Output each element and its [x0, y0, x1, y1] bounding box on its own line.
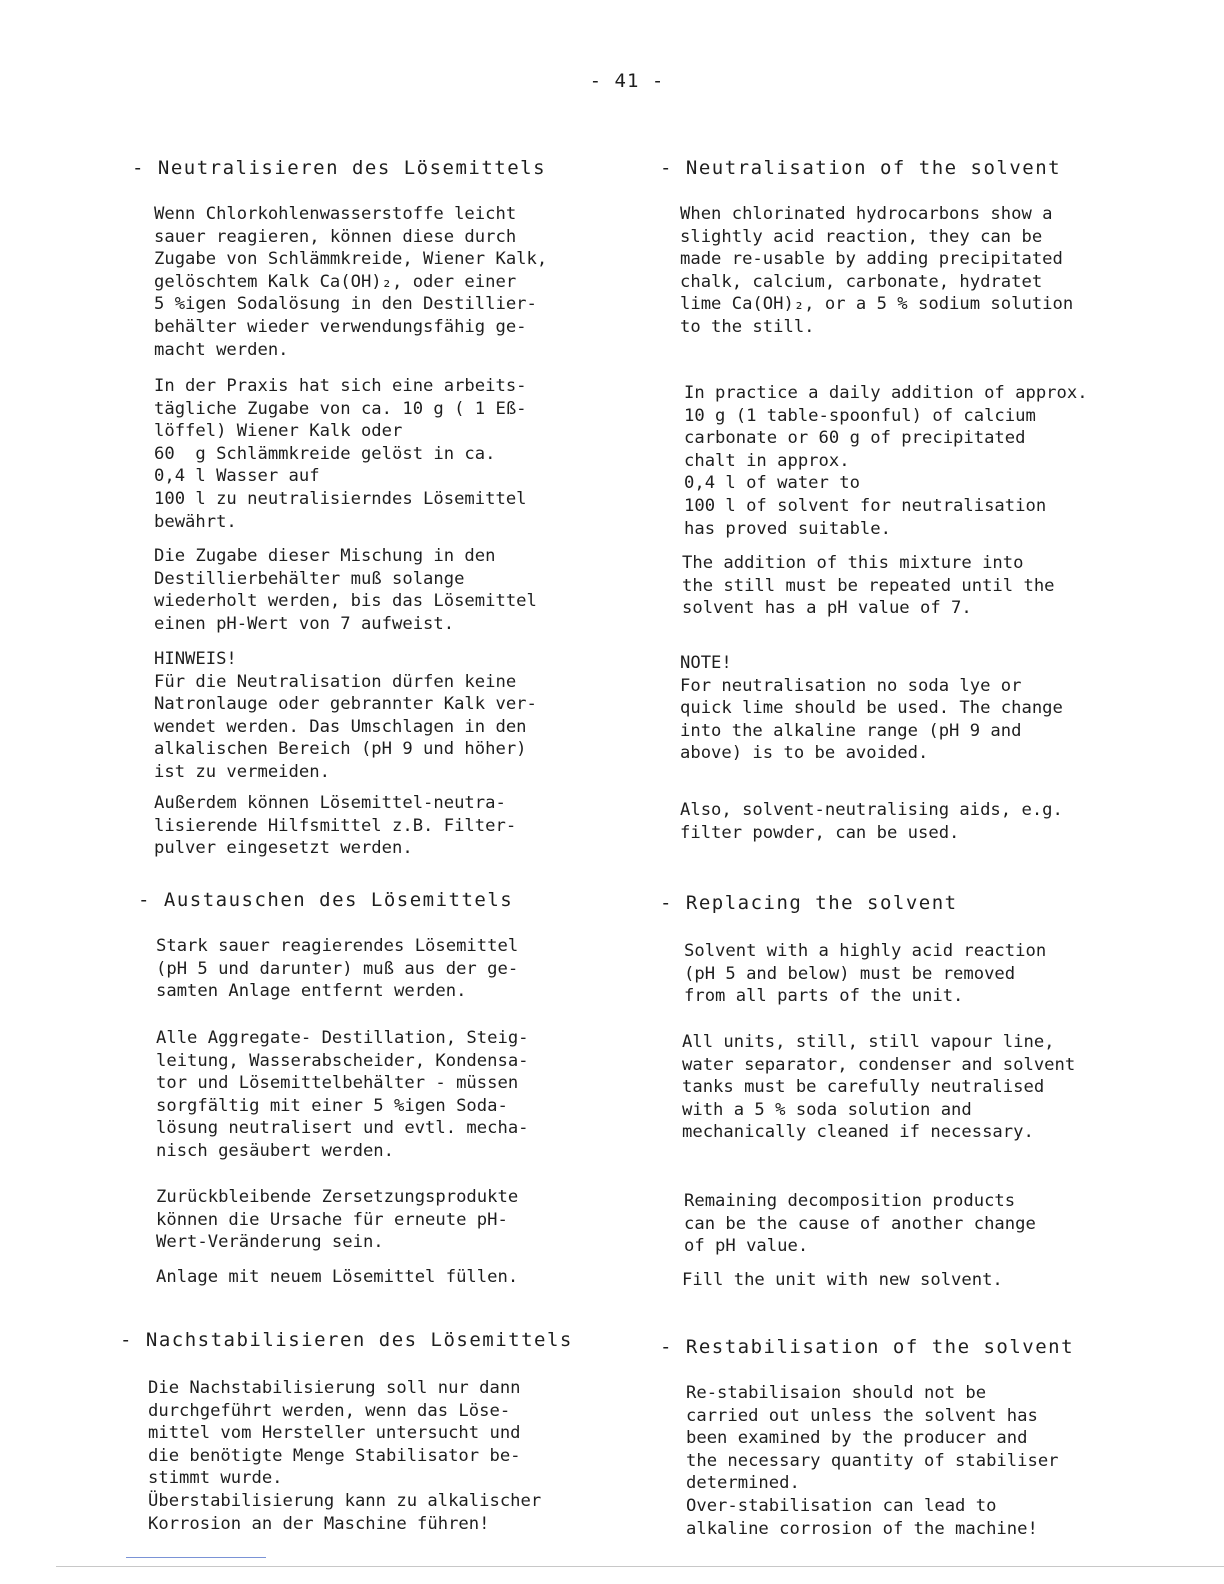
paragraph-en-9: Fill the unit with new solvent.	[682, 1270, 1003, 1290]
section-heading-austauschen: - Austauschen des Lösemittels	[138, 889, 514, 911]
page-number: - 41 -	[589, 70, 665, 92]
paragraph-de-1: Wenn Chlorkohlenwasserstoffe leicht sauer reagieren, können diese durch Zugabe von Schlämmkreide, Wiener Kalk, gelöschtem Kalk Ca(OH)₂, oder einer 5 %igen Sodalösung in den Destillier- behälter wieder verwendungsfähig ge- macht werden.	[154, 204, 548, 360]
page-bottom-divider	[56, 1566, 1224, 1567]
paragraph-en-8: Remaining decomposition products can be the cause of another change of pH value.	[684, 1191, 1036, 1257]
paragraph-de-2: In der Praxis hat sich eine arbeits- tägliche Zugabe von ca. 10 g ( 1 Eß- löffel) Wiener Kalk oder 60 g Schlämmkreide gelöst in ca. 0,4 l Wasser auf 100 l zu neutralisierndes Lösemittel bewährt.	[154, 376, 527, 532]
paragraph-en-note: NOTE! For neutralisation no soda lye or quick lime should be used. The change into the alkaline range (pH 9 and above) is to be avoided.	[680, 653, 1063, 764]
section-heading-neutralisieren: - Neutralisieren des Lösemittels	[132, 157, 547, 179]
paragraph-de-5: Außerdem können Lösemittel-neutra- lisierende Hilfsmittel z.B. Filter- pulver eingesetzt werden.	[154, 793, 517, 859]
paragraph-en-1: When chlorinated hydrocarbons show a slightly acid reaction, they can be made re-usable by adding precipitated chalk, calcium, carbonate, hydratet lime Ca(OH)₂, or a 5 % sodium solution to the still.	[680, 204, 1074, 337]
paragraph-en-3: The addition of this mixture into the still must be repeated until the solvent has a pH value of 7.	[682, 553, 1055, 619]
paragraph-de-7: Alle Aggregate- Destillation, Steig- leitung, Wasserabscheider, Kondensa- tor und Lösemittelbehälter - müssen sorgfältig mit einer 5 %igen Soda- lösung neutralisert und evtl. mecha- nisch gesäubert werden.	[156, 1028, 529, 1161]
section-heading-neutralisation: - Neutralisation of the solvent	[660, 157, 1062, 179]
paragraph-en-7: All units, still, still vapour line, water separator, condenser and solvent tanks must be carefully neutralised with a 5 % soda solution and mechanically cleaned if necessary.	[682, 1032, 1076, 1143]
paragraph-en-2: In practice a daily addition of approx. 10 g (1 table-spoonful) of calcium carbonate or 60 g of precipitated chalt in approx. 0,4 l of water to 100 l of solvent for neutralisation has proved suitable.	[684, 383, 1088, 539]
section-heading-restabilisation: - Restabilisation of the solvent	[660, 1336, 1075, 1358]
paragraph-de-3: Die Zugabe dieser Mischung in den Destillierbehälter muß solange wiederholt werden, bis das Lösemittel einen pH-Wert von 7 aufweist.	[154, 546, 537, 634]
section-heading-nachstabilisieren: - Nachstabilisieren des Lösemittels	[120, 1329, 573, 1351]
section-heading-replacing: - Replacing the solvent	[660, 892, 958, 914]
paragraph-en-5: Also, solvent-neutralising aids, e.g. filter powder, can be used.	[680, 800, 1063, 843]
paragraph-en-6: Solvent with a highly acid reaction (pH 5 and below) must be removed from all parts of the unit.	[684, 941, 1047, 1007]
paragraph-de-9: Anlage mit neuem Lösemittel füllen.	[156, 1267, 519, 1287]
paragraph-de-10: Die Nachstabilisierung soll nur dann durchgeführt werden, wenn das Löse- mittel vom Hersteller untersucht und die benötigte Menge Stabilisator be- stimmt wurde. Überstabilisierung kann zu alkalischer Korrosion an der Maschine führen!	[148, 1378, 542, 1534]
paragraph-de-hinweis: HINWEIS! Für die Neutralisation dürfen keine Natronlauge oder gebrannter Kalk ver- wendet werden. Das Umschlagen in den alkalischen Bereich (pH 9 und höher) ist zu vermeiden.	[154, 649, 537, 782]
footer-link-underline	[126, 1557, 266, 1558]
paragraph-de-6: Stark sauer reagierendes Lösemittel (pH 5 und darunter) muß aus der ge- samten Anlage entfernt werden.	[156, 936, 519, 1002]
paragraph-en-10: Re-stabilisaion should not be carried out unless the solvent has been examined by the producer and the necessary quantity of stabiliser determined. Over-stabilisation can lead to alkaline corrosion of the machine!	[686, 1383, 1059, 1539]
paragraph-de-8: Zurückbleibende Zersetzungsprodukte können die Ursache für erneute pH- Wert-Veränderung sein.	[156, 1187, 519, 1253]
